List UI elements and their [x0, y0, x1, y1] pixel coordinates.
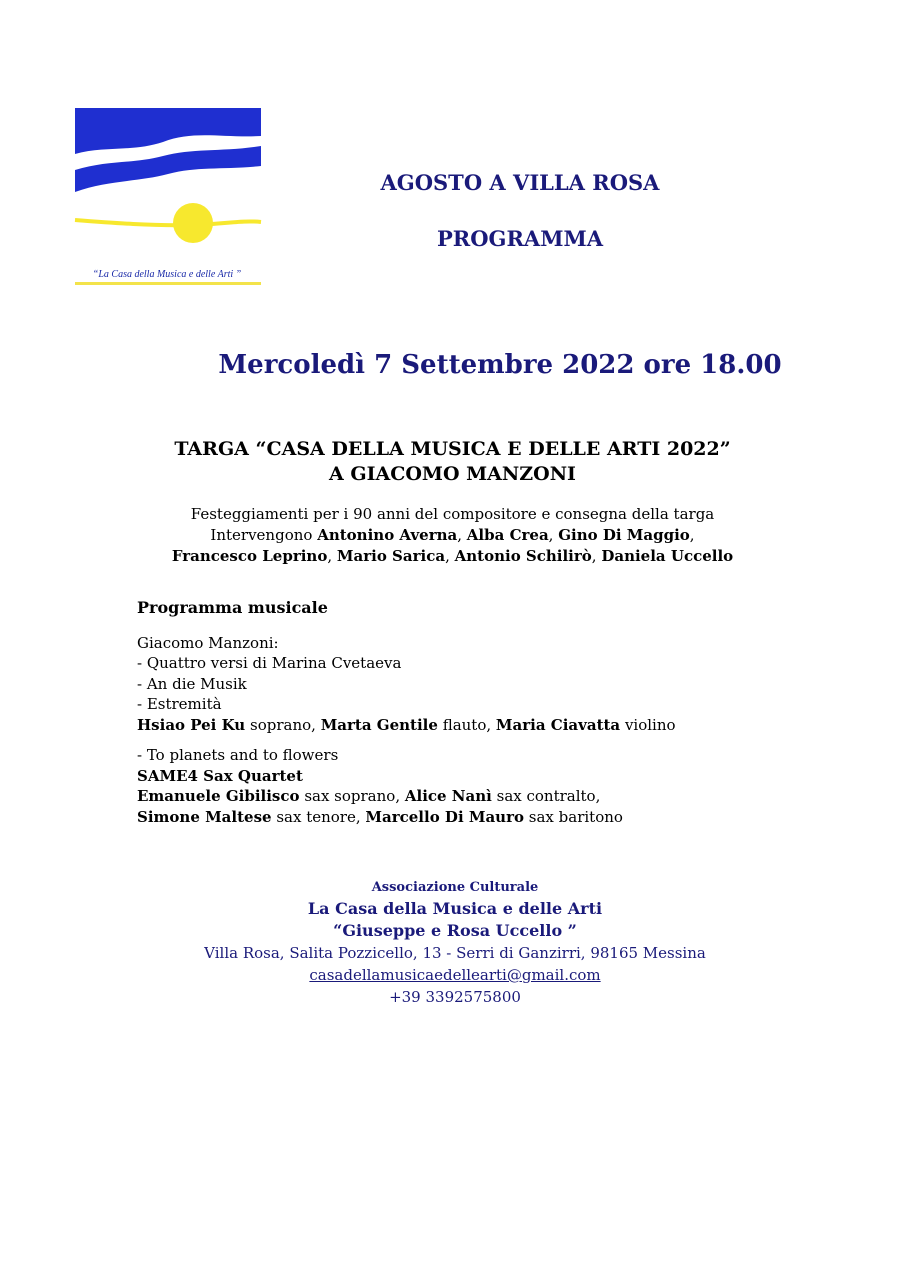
speaker: Antonino Averna: [317, 526, 458, 544]
celebration-line: Festeggiamenti per i 90 anni del compositore e consegna della targa: [190, 505, 715, 523]
speaker: Gino Di Maggio: [558, 526, 690, 544]
speaker: Daniela Uccello: [601, 547, 734, 565]
speaker: Mario Sarica: [336, 547, 446, 565]
performers-line: Hsiao Pei Ku soprano, Marta Gentile flauto, Maria Ciavatta violino: [137, 715, 676, 734]
logo-underline: [75, 282, 261, 285]
work-item: - Estremità: [137, 695, 222, 713]
award-title: [100, 437, 805, 487]
phone-number: +39 3392575800: [389, 988, 521, 1006]
performer-name: Emanuele Gibilisco: [137, 787, 300, 805]
speaker: Francesco Leprino: [171, 547, 328, 565]
email-link[interactable]: casadellamusicaedellearti@gmail.com: [309, 966, 601, 984]
celebration-text: [100, 504, 805, 567]
page-title: AGOSTO A VILLA ROSA: [380, 170, 660, 195]
performer-role: sax soprano: [304, 787, 396, 805]
speaker: Alba Crea: [466, 526, 549, 544]
speaker: Antonio Schilirò: [454, 547, 592, 565]
performer-role: soprano: [250, 715, 312, 734]
speakers-intro: Intervengono: [210, 526, 313, 544]
association-label: Associazione Culturale: [371, 880, 539, 895]
composer: Giacomo Manzoni:: [137, 633, 279, 652]
performer-name: Marcello Di Mauro: [365, 807, 524, 826]
performer-role: violino: [624, 715, 676, 734]
logo: [73, 108, 263, 288]
association-name: La Casa della Musica e delle Arti: [307, 899, 603, 918]
performer-name: Hsiao Pei Ku: [137, 715, 246, 734]
performer-name: Marta Gentile: [320, 715, 438, 734]
speakers-line-1: Intervengono Antonino Averna, Alba Crea, Gino Di Maggio,: [210, 526, 695, 544]
logo-graphic: [73, 108, 263, 268]
event-date: Mercoledì 7 Settembre 2022 ore 18.00: [218, 350, 782, 380]
music-program: [137, 598, 827, 827]
program-heading: Programma musicale: [137, 598, 328, 617]
performers-line: Emanuele Gibilisco sax soprano, Alice Nanì sax contralto,: [137, 787, 601, 805]
award-line-2: A GIACOMO MANZONI: [329, 463, 576, 485]
performer-role: sax contralto: [496, 787, 596, 805]
ensemble-name: SAME4 Sax Quartet: [137, 766, 303, 785]
performer-name: Maria Ciavatta: [495, 715, 621, 734]
association-subname: “Giuseppe e Rosa Uccello ”: [333, 921, 577, 940]
logo-caption: “La Casa della Musica e delle Arti ”: [92, 269, 242, 280]
award-line-1: TARGA “CASA DELLA MUSICA E DELLE ARTI 2022”: [174, 438, 731, 460]
performer-name: Simone Maltese: [137, 807, 272, 826]
page-subtitle: PROGRAMMA: [436, 226, 603, 251]
performer-role: sax tenore: [276, 807, 356, 826]
speakers-line-2: Francesco Leprino, Mario Sarica, Antonio Schilirò, Daniela Uccello: [171, 547, 734, 565]
performer-role: flauto: [442, 715, 487, 734]
performer-name: Alice Nanì: [404, 787, 492, 805]
performer-role: sax baritono: [528, 807, 623, 826]
work-item: - An die Musik: [137, 674, 247, 693]
work-item: - Quattro versi di Marina Cvetaeva: [137, 654, 402, 672]
address: Villa Rosa, Salita Pozzicello, 13 - Serri di Ganzirri, 98165 Messina: [204, 944, 706, 962]
footer-contact: [150, 878, 760, 1008]
performers-line: Simone Maltese sax tenore, Marcello Di Mauro sax baritono: [137, 807, 623, 826]
work-item: - To planets and to flowers: [137, 746, 339, 764]
